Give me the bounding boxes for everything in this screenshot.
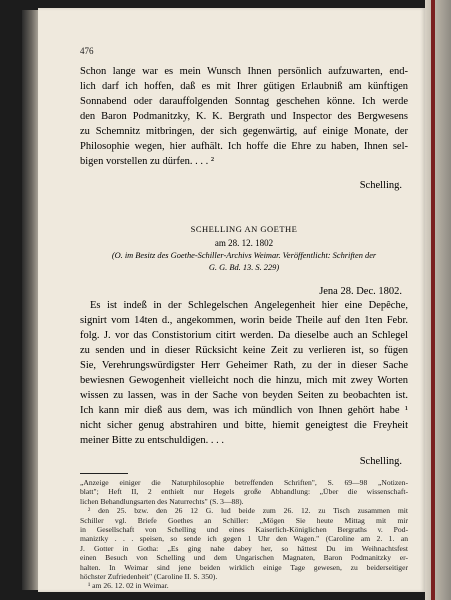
signature: Schelling.	[359, 456, 402, 467]
letter-date: am 28. 12. 1802	[214, 238, 274, 248]
para2-line: wissen zu lassen, was in der Sache von beyden Seiten zu beobachten ist.	[80, 390, 408, 401]
source-note: (O. im Besitz des Goethe-Schiller-Archivs Weimar. Veröffentlicht: Schriften der	[111, 251, 377, 260]
footnote-rule	[80, 473, 128, 474]
footnote-line: einen Besuch von Schelling und dem Ungarischen Magnaten, Baron Podmanitzky er-	[80, 553, 408, 563]
para2-line: folg. J. vor das Constistorium citirt werden. Da dieselbe auch an Schlegel	[80, 330, 408, 341]
para1-line: lich darf ich hoffen, daß es mit Ihrer gütigen Erlaubniß am künftigen	[80, 81, 408, 92]
book-left-edge	[22, 10, 38, 590]
footnote-line: maniztky . . . speisen, so sende ich gegen 1 Uhr den Wagen." (Caroline am 2. 1. an	[80, 534, 408, 544]
page-number: 476	[80, 46, 94, 56]
para2-line: meiner Bitte zu entschuldigen. . . .	[80, 435, 225, 446]
para1-line: Schon lange war es mein Wunsch Ihnen persönlich aufzuwarten, end-	[80, 66, 408, 77]
para2-line: zu senden und in dieser Rücksicht keine Zeit zu verlieren ist, so fügen	[80, 345, 408, 356]
para2-line: Es ist indeß in der Schlegelschen Angelegenheit hier eine Depêche,	[90, 300, 408, 311]
footnote-line: ¹ am 26. 12. 02 in Weimar.	[88, 581, 169, 591]
footnote-line: halten. In Weimar sind jene beiden wirklich einige Tage gewesen, zu beiderseitiger	[80, 562, 408, 572]
para2-line: Sie, Verehrungswürdigster Herr Geheimer Rath, zu der in dieser Sache	[80, 360, 408, 371]
book-cover-edge	[431, 0, 435, 600]
footnote-line: höchster Zufriedenheit" (Caroline II. S. 350).	[80, 572, 218, 581]
para1-line: den Baron Podmanitzky, K. K. Bergrath und Inspector des Bergwesens	[80, 111, 408, 122]
footnote-line: blatt"; Heft II, 2 enthielt nur Hegels große Abhandlung: „Über die wissenschaft-	[80, 487, 408, 497]
letter-heading: SCHELLING AN GOETHE	[190, 224, 298, 234]
para1-line: bigen vorstellen zu dürfen. . . . ²	[80, 156, 215, 167]
para2-line: Ich kann mir dieß aus dem, was ich mündlich von Ihnen gehört habe ¹	[80, 405, 408, 416]
footnote-line: ² den 25. bzw. den 26 12 G. lud beide zum 26. 12. zu Tisch zusammen mit	[88, 506, 408, 516]
footnote-line: J. Gotter in Gotha: „Es ging nahe dabey her, so hättest Du im Weihnachtsfest	[80, 543, 408, 553]
para1-line: Sonnabend oder darauffolgenden Sonntag geschehen könne. Ich werde	[80, 96, 408, 107]
footnote-line: „Anzeige einiger die Naturphilosophie betreffenden Schriften", S. 69—98 „Notizen-	[80, 478, 408, 487]
signature: Schelling.	[359, 180, 402, 191]
place-date: Jena 28. Dec. 1802.	[319, 286, 402, 297]
book-right-edge	[425, 0, 451, 600]
para2-line: nicht sicher genug abstrahiren und bitte, hiemit geneigtest die Freyheit	[80, 420, 408, 431]
para1-line: zu Schemnitz mitbringen, der sich gegenwärtig, auf einige Monate, der	[80, 126, 408, 137]
para2-line: bewiesnen Gewogenheit vielleicht noch die hinzu, mich mit zwey Worten	[80, 375, 408, 386]
footnote-line: Schiller vgl. Briefe Goethes an Schiller: „Mögen Sie heute Mittag mit mir	[80, 515, 408, 525]
para2-line: signirt vom 14ten d., angekommen, worin beide Theile auf den 1ten Febr.	[80, 315, 408, 326]
footnote-line: lichen Behandlungsarten des Naturrechts" (S. 3—88).	[80, 496, 244, 506]
footnote-line: in Gesellschaft von Schelling und eines Kaiserlich-Königlichen Bergraths v. Pod-	[80, 525, 408, 534]
source-note: G. G. Bd. 13. S. 229)	[208, 263, 280, 272]
para1-line: Philosophie wegen, hier aufhält. Ich hoffe die Ehre zu haben, Ihnen sel-	[80, 141, 408, 152]
